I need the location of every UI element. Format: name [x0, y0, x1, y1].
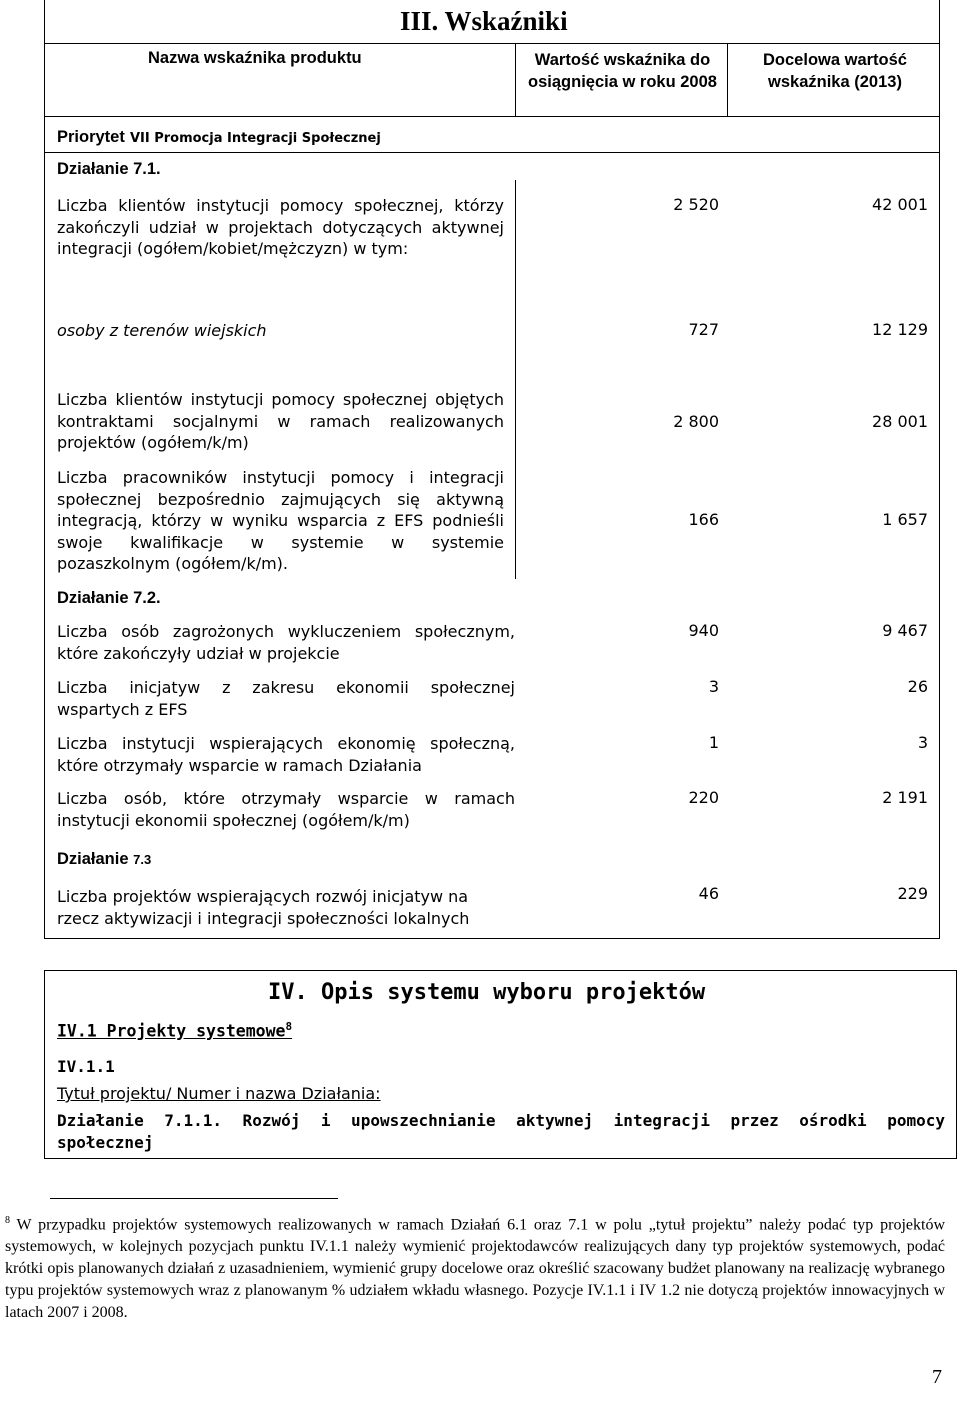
column-header-name: Nazwa wskaźnika produktu [148, 49, 362, 67]
indicator-value: 166 [688, 510, 719, 529]
indicator-value: 2 800 [673, 412, 719, 431]
table-col-divider-1 [515, 43, 516, 116]
indicator-text: osoby z terenów wiejskich [57, 321, 267, 340]
table-indicator-divider [515, 180, 516, 579]
indicator-text: Liczba klientów instytucji pomocy społecznej objętych kontraktami socjalnymi w ramach realizowanych projektów (ogółem/k/m) [57, 390, 504, 452]
indicator-text: Liczba inicjatyw z zakresu ekonomii społecznej wspartych z EFS [57, 678, 515, 719]
section-iv-border-left [44, 970, 45, 1159]
section-iii-title: III. Wskaźniki [400, 6, 568, 36]
subsection-number: IV.1.1 [57, 1057, 115, 1076]
table-border-right [939, 0, 940, 939]
page-number: 7 [932, 1366, 942, 1388]
column-header-target: Docelowa wartość wskaźnika (2013) [763, 51, 907, 91]
indicator-value: 727 [688, 320, 719, 339]
section-heading [57, 850, 151, 869]
heading-word: Działanie [57, 850, 134, 868]
column-header-value: Wartość wskaźnika do osiągnięcia w roku 2008 [528, 51, 717, 91]
indicator-target: 2 191 [882, 788, 928, 807]
table-border-bottom [44, 938, 940, 939]
indicator-target: 28 001 [872, 412, 928, 431]
indicator-value: 220 [688, 788, 719, 807]
indicator-value: 3 [708, 677, 719, 696]
table-border-left [44, 0, 45, 939]
indicator-text: Liczba klientów instytucji pomocy społecznej, którzy zakończyli udział w projektach dotyczących aktywnej integracji (ogółem/kobiet/mężczyzn) w tym: [57, 196, 504, 258]
section-heading: Działanie 7.1. [57, 160, 161, 178]
table-border-top [44, 43, 940, 44]
priority-label [57, 127, 381, 147]
indicator-text: Liczba instytucji wspierających ekonomię społeczną, które otrzymały wsparcie w ramach Działania [57, 734, 515, 775]
section-iv-border-bottom [44, 1158, 957, 1159]
indicator-value: 940 [688, 621, 719, 640]
section-iv-title: IV. Opis systemu wyboru projektów [268, 980, 706, 1005]
project-title-label: Tytuł projektu/ Numer i nazwa Działania: [57, 1084, 381, 1103]
footnote [5, 1210, 945, 1323]
systemic-projects-label: IV.1 Projekty systemowe [57, 1021, 286, 1041]
priority-name: VII Promocja Integracji Społecznej [129, 131, 381, 146]
indicator-text: Liczba projektów wspierających rozwój inicjatyw na rzecz aktywizacji i integracji społeczności lokalnych [57, 887, 470, 928]
action-title: Działanie 7.1.1. Rozwój i upowszechnianie aktywnej integracji przez ośrodki pomocy społecznej [57, 1111, 945, 1152]
indicator-text: Liczba pracowników instytucji pomocy i integracji społecznej bezpośrednio zajmujących się aktywną integracją, którzy w wyniku wsparcia z EFS podnieśli swoje kwalifikacje w systemie w systemie pozaszkolnym (ogółem/k/m). [57, 468, 504, 573]
heading-number: 7.3 [133, 852, 152, 867]
section-heading: Działanie 7.2. [57, 589, 161, 607]
indicator-text: Liczba osób zagrożonych wykluczeniem społecznym, które zakończyły udział w projekcie [57, 622, 515, 663]
section-iv-border-right [956, 970, 957, 1159]
indicator-target: 1 657 [882, 510, 928, 529]
table-header-bottom [44, 116, 940, 117]
footnote-mark: 8 [5, 1215, 10, 1226]
footnote-text: W przypadku projektów systemowych realizowanych w ramach Działań 6.1 oraz 7.1 w polu „tytuł projektu” należy podać typ projektów systemowych, w kolejnych pozycjach punktu IV.1.1 należy wymienić projektodawców realizujących dany typ projektów systemowych, podać krótki opis planowanych działań z uzasadnieniem, wymienić grupy docelowe oraz określić szacowany budżet planowany na realizację wybranego typu projektów systemowych wraz z planowanym % udziałem wkładu własnego. Pozycje IV.1.1 i IV 1.2 nie dotyczą projektów innowacyjnych w latach 2007 i 2008. [5, 1216, 945, 1321]
section-iv-border-top [44, 970, 957, 971]
indicator-target: 3 [917, 733, 928, 752]
indicator-target: 42 001 [872, 195, 928, 214]
priority-prefix: Priorytet [57, 128, 125, 146]
table-priority-bottom [44, 152, 940, 153]
indicator-target: 229 [897, 884, 928, 903]
indicator-target: 12 129 [872, 320, 928, 339]
footnote-ref: 8 [285, 1020, 293, 1033]
indicator-value: 46 [698, 884, 719, 903]
indicator-value: 2 520 [673, 195, 719, 214]
indicator-value: 1 [708, 733, 719, 752]
indicator-target: 9 467 [882, 621, 928, 640]
indicator-text: Liczba osób, które otrzymały wsparcie w ramach instytucji ekonomii społecznej (ogółem/k/m) [57, 789, 515, 830]
indicator-target: 26 [907, 677, 928, 696]
footnote-separator [50, 1198, 338, 1199]
table-col-divider-2 [727, 43, 728, 116]
systemic-projects-heading [57, 1020, 292, 1041]
